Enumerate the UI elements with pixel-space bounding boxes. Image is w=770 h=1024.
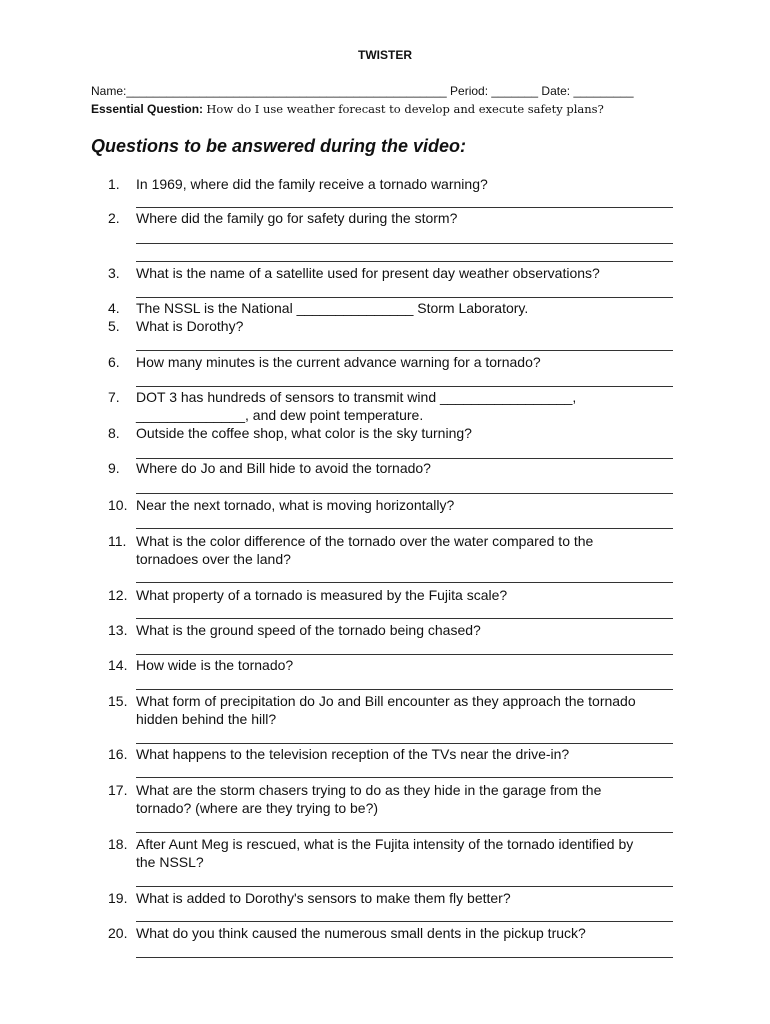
question-number: 13.: [108, 622, 128, 638]
answer-blank-line[interactable]: [136, 689, 673, 690]
worksheet-title: TWISTER: [358, 48, 412, 62]
question-number: 5.: [108, 318, 120, 334]
question-text: How wide is the tornado?: [136, 657, 294, 673]
question-text: tornado? (where are they trying to be?): [136, 800, 379, 816]
question-number: 9.: [108, 460, 120, 476]
question-text: What is the ground speed of the tornado being chased?: [136, 622, 481, 638]
question-text: the NSSL?: [136, 854, 204, 870]
question-text: Outside the coffee shop, what color is the sky turning?: [136, 425, 472, 441]
question-text: In 1969, where did the family receive a tornado warning?: [136, 176, 488, 192]
name-period-date-line: Name:________________________________________________ Period: _______ Date: _________: [91, 84, 634, 98]
question-number: 2.: [108, 210, 120, 226]
answer-blank-line[interactable]: [136, 957, 673, 958]
answer-blank-line[interactable]: [136, 528, 673, 529]
answer-blank-line[interactable]: [136, 777, 673, 778]
question-number: 14.: [108, 657, 128, 673]
question-text: Near the next tornado, what is moving horizontally?: [136, 497, 455, 513]
section-heading: Questions to be answered during the video:: [91, 136, 467, 156]
answer-blank-line[interactable]: [136, 350, 673, 351]
question-text: What happens to the television reception of the TVs near the drive-in?: [136, 746, 570, 762]
question-text: hidden behind the hill?: [136, 711, 277, 727]
essential-question: [91, 102, 604, 116]
essential-question-label: Essential Question:: [91, 102, 204, 116]
question-text: What is added to Dorothy's sensors to make them fly better?: [136, 890, 511, 906]
answer-blank-line[interactable]: [136, 493, 673, 494]
question-text: What property of a tornado is measured by the Fujita scale?: [136, 587, 508, 603]
answer-blank-line[interactable]: [136, 743, 673, 744]
answer-blank-line[interactable]: [136, 582, 673, 583]
question-text: tornadoes over the land?: [136, 551, 291, 567]
question-text: After Aunt Meg is rescued, what is the Fujita intensity of the tornado identified by: [136, 836, 634, 852]
question-number: 1.: [108, 176, 120, 192]
question-number: 19.: [108, 890, 128, 906]
question-number: 18.: [108, 836, 128, 852]
question-number: 16.: [108, 746, 128, 762]
question-number: 20.: [108, 925, 128, 941]
question-text: Where did the family go for safety during the storm?: [136, 210, 458, 226]
question-number: 17.: [108, 782, 128, 798]
answer-blank-line[interactable]: [136, 297, 673, 298]
answer-blank-line[interactable]: [136, 458, 673, 459]
question-text: What is the name of a satellite used for present day weather observations?: [136, 265, 600, 281]
question-text: How many minutes is the current advance warning for a tornado?: [136, 354, 541, 370]
question-text: ______________, and dew point temperature.: [136, 407, 424, 423]
answer-blank-line[interactable]: [136, 886, 673, 887]
question-text: DOT 3 has hundreds of sensors to transmit wind _________________,: [136, 389, 577, 405]
question-text: What form of precipitation do Jo and Bill encounter as they approach the tornado: [136, 693, 636, 709]
question-text: What is the color difference of the tornado over the water compared to the: [136, 533, 594, 549]
question-number: 8.: [108, 425, 120, 441]
question-text: What do you think caused the numerous small dents in the pickup truck?: [136, 925, 586, 941]
question-text: The NSSL is the National _______________ Storm Laboratory.: [136, 300, 529, 316]
answer-blank-line[interactable]: [136, 921, 673, 922]
question-number: 6.: [108, 354, 120, 370]
answer-blank-line[interactable]: [136, 261, 673, 262]
answer-blank-line[interactable]: [136, 386, 673, 387]
question-text: Where do Jo and Bill hide to avoid the tornado?: [136, 460, 431, 476]
answer-blank-line[interactable]: [136, 832, 673, 833]
answer-blank-line[interactable]: [136, 618, 673, 619]
question-number: 3.: [108, 265, 120, 281]
question-number: 10.: [108, 497, 128, 513]
question-number: 12.: [108, 587, 128, 603]
question-number: 4.: [108, 300, 120, 316]
answer-blank-line[interactable]: [136, 654, 673, 655]
question-number: 15.: [108, 693, 128, 709]
answer-blank-line[interactable]: [136, 243, 673, 244]
question-number: 11.: [108, 533, 127, 549]
question-text: What is Dorothy?: [136, 318, 244, 334]
question-number: 7.: [108, 389, 120, 405]
question-text: What are the storm chasers trying to do as they hide in the garage from the: [136, 782, 602, 798]
essential-question-text: How do I use weather forecast to develop and execute safety plans?: [206, 102, 604, 116]
answer-blank-line[interactable]: [136, 207, 673, 208]
